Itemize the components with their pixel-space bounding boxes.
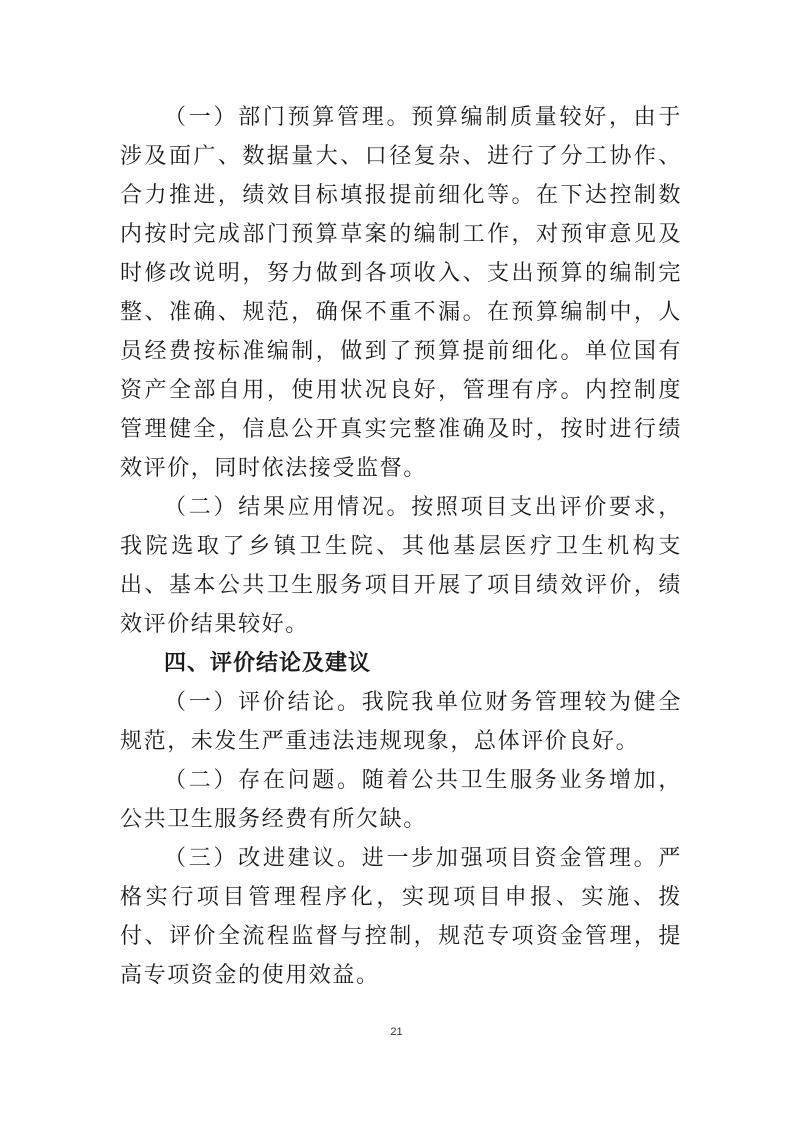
paragraph-budget-management: （一）部门预算管理。预算编制质量较好，由于涉及面广、数据量大、口径复杂、进行了分工协作、合力推进，绩效目标填报提前细化等。在下达控制数内按时完成部门预算草案的编制工作，对预审意见及时修改说明，努力做到各项收入、支出预算的编制完整、准确、规范，确保不重不漏。在预算编制中，人员经费按标准编制，做到了预算提前细化。单位国有资产全部自用，使用状况良好，管理有序。内控制度管理健全，信息公开真实完整准确及时，按时进行绩效评价，同时依法接受监督。 [120,105,682,481]
paragraph-improvement-suggestions: （三）改进建议。进一步加强项目资金管理。严格实行项目管理程序化，实现项目申报、实施、拨付、评价全流程监督与控制，规范专项资金管理，提高专项资金的使用效益。 [120,846,682,988]
paragraph-evaluation-conclusion: （一）评价结论。我院我单位财务管理较为健全规范，未发生严重违法违规现象，总体评价良好。 [120,690,682,754]
section-heading-conclusions: 四、评价结论及建议 [164,651,372,676]
page-number: 21 [390,1026,403,1038]
paragraph-result-application: （二）结果应用情况。按照项目支出评价要求，我院选取了乡镇卫生院、其他基层医疗卫生机构支出、基本公共卫生服务项目开展了项目绩效评价，绩效评价结果较好。 [120,495,682,637]
document-body [120,98,682,995]
paragraph-existing-problems: （二）存在问题。随着公共卫生服务业务增加，公共卫生服务经费有所欠缺。 [120,768,682,832]
